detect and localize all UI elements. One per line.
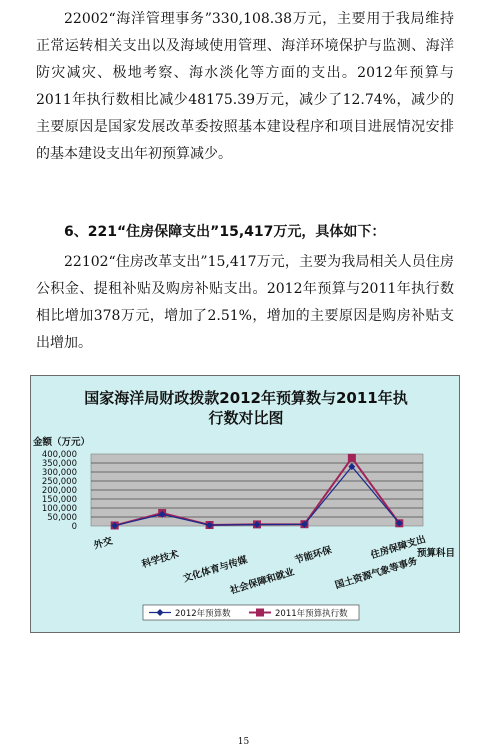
y-tick-label: 150,000 xyxy=(41,495,77,505)
x-tick-label: 住房保障支出 xyxy=(369,534,428,562)
y-tick-label: 350,000 xyxy=(41,459,77,469)
paragraph-marine-affairs-text: 22002“海洋管理事务”330,108.38万元，主要用于我局维持正常运转相关支出以及海域使用管理、海洋环境保护与监测、海洋防灾减灾、极地考察、海水淡化等方面的支出。2012年预算与2011年执行数相比减少48175.39万元，减少了12.74%，减少的主要原因是国家发展改革委按照基本建设程序和项目进展情况安排的基本建设支出年初预算减少。 xyxy=(36,11,454,162)
paragraph-marine-affairs xyxy=(36,6,454,168)
chart-svg xyxy=(31,376,461,634)
paragraph-housing-reform xyxy=(36,249,454,357)
legend-marker-series-2 xyxy=(256,609,264,617)
budget-comparison-chart xyxy=(30,375,460,633)
y-tick-label: 300,000 xyxy=(41,468,77,478)
legend-label-series-1: 2012年预算数 xyxy=(175,609,231,619)
x-tick-label: 科学技术 xyxy=(140,548,181,571)
page-number: 15 xyxy=(237,737,250,747)
chart-title: 国家海洋局财政拨款2012年预算数与2011年执行数对比图 xyxy=(84,389,408,427)
x-axis-label: 预算科目 xyxy=(417,548,456,559)
legend-label-series-2: 2011年预算执行数 xyxy=(275,609,348,619)
x-tick-label: 节能环保 xyxy=(293,544,334,567)
y-axis-label: 金额（万元） xyxy=(33,437,91,448)
x-tick-label: 国土资源气象等事务 xyxy=(333,555,419,592)
x-tick-label: 社会保障和就业 xyxy=(228,566,296,597)
y-tick-label: 250,000 xyxy=(41,477,77,487)
y-tick-label: 100,000 xyxy=(41,504,77,514)
section-heading-housing: 6、221“住房保障支出”15,417万元，具体如下： xyxy=(64,224,386,240)
paragraph-housing-reform-text: 22102“住房改革支出”15,417万元，主要为我局相关人员住房公积金、提租补贴及购房补贴支出。2012年预算与2011年执行数相比增加378万元，增加了2.51%，增加的主要原因是购房补贴支出增加。 xyxy=(36,254,454,351)
x-tick-label: 文化体育与传媒 xyxy=(181,554,249,585)
y-tick-label: 0 xyxy=(71,522,77,532)
y-tick-label: 400,000 xyxy=(41,450,77,460)
y-tick-label: 50,000 xyxy=(47,513,77,523)
y-tick-label: 200,000 xyxy=(41,486,77,496)
data-point-series-2 xyxy=(348,454,356,462)
x-tick-label: 外交 xyxy=(92,535,114,552)
